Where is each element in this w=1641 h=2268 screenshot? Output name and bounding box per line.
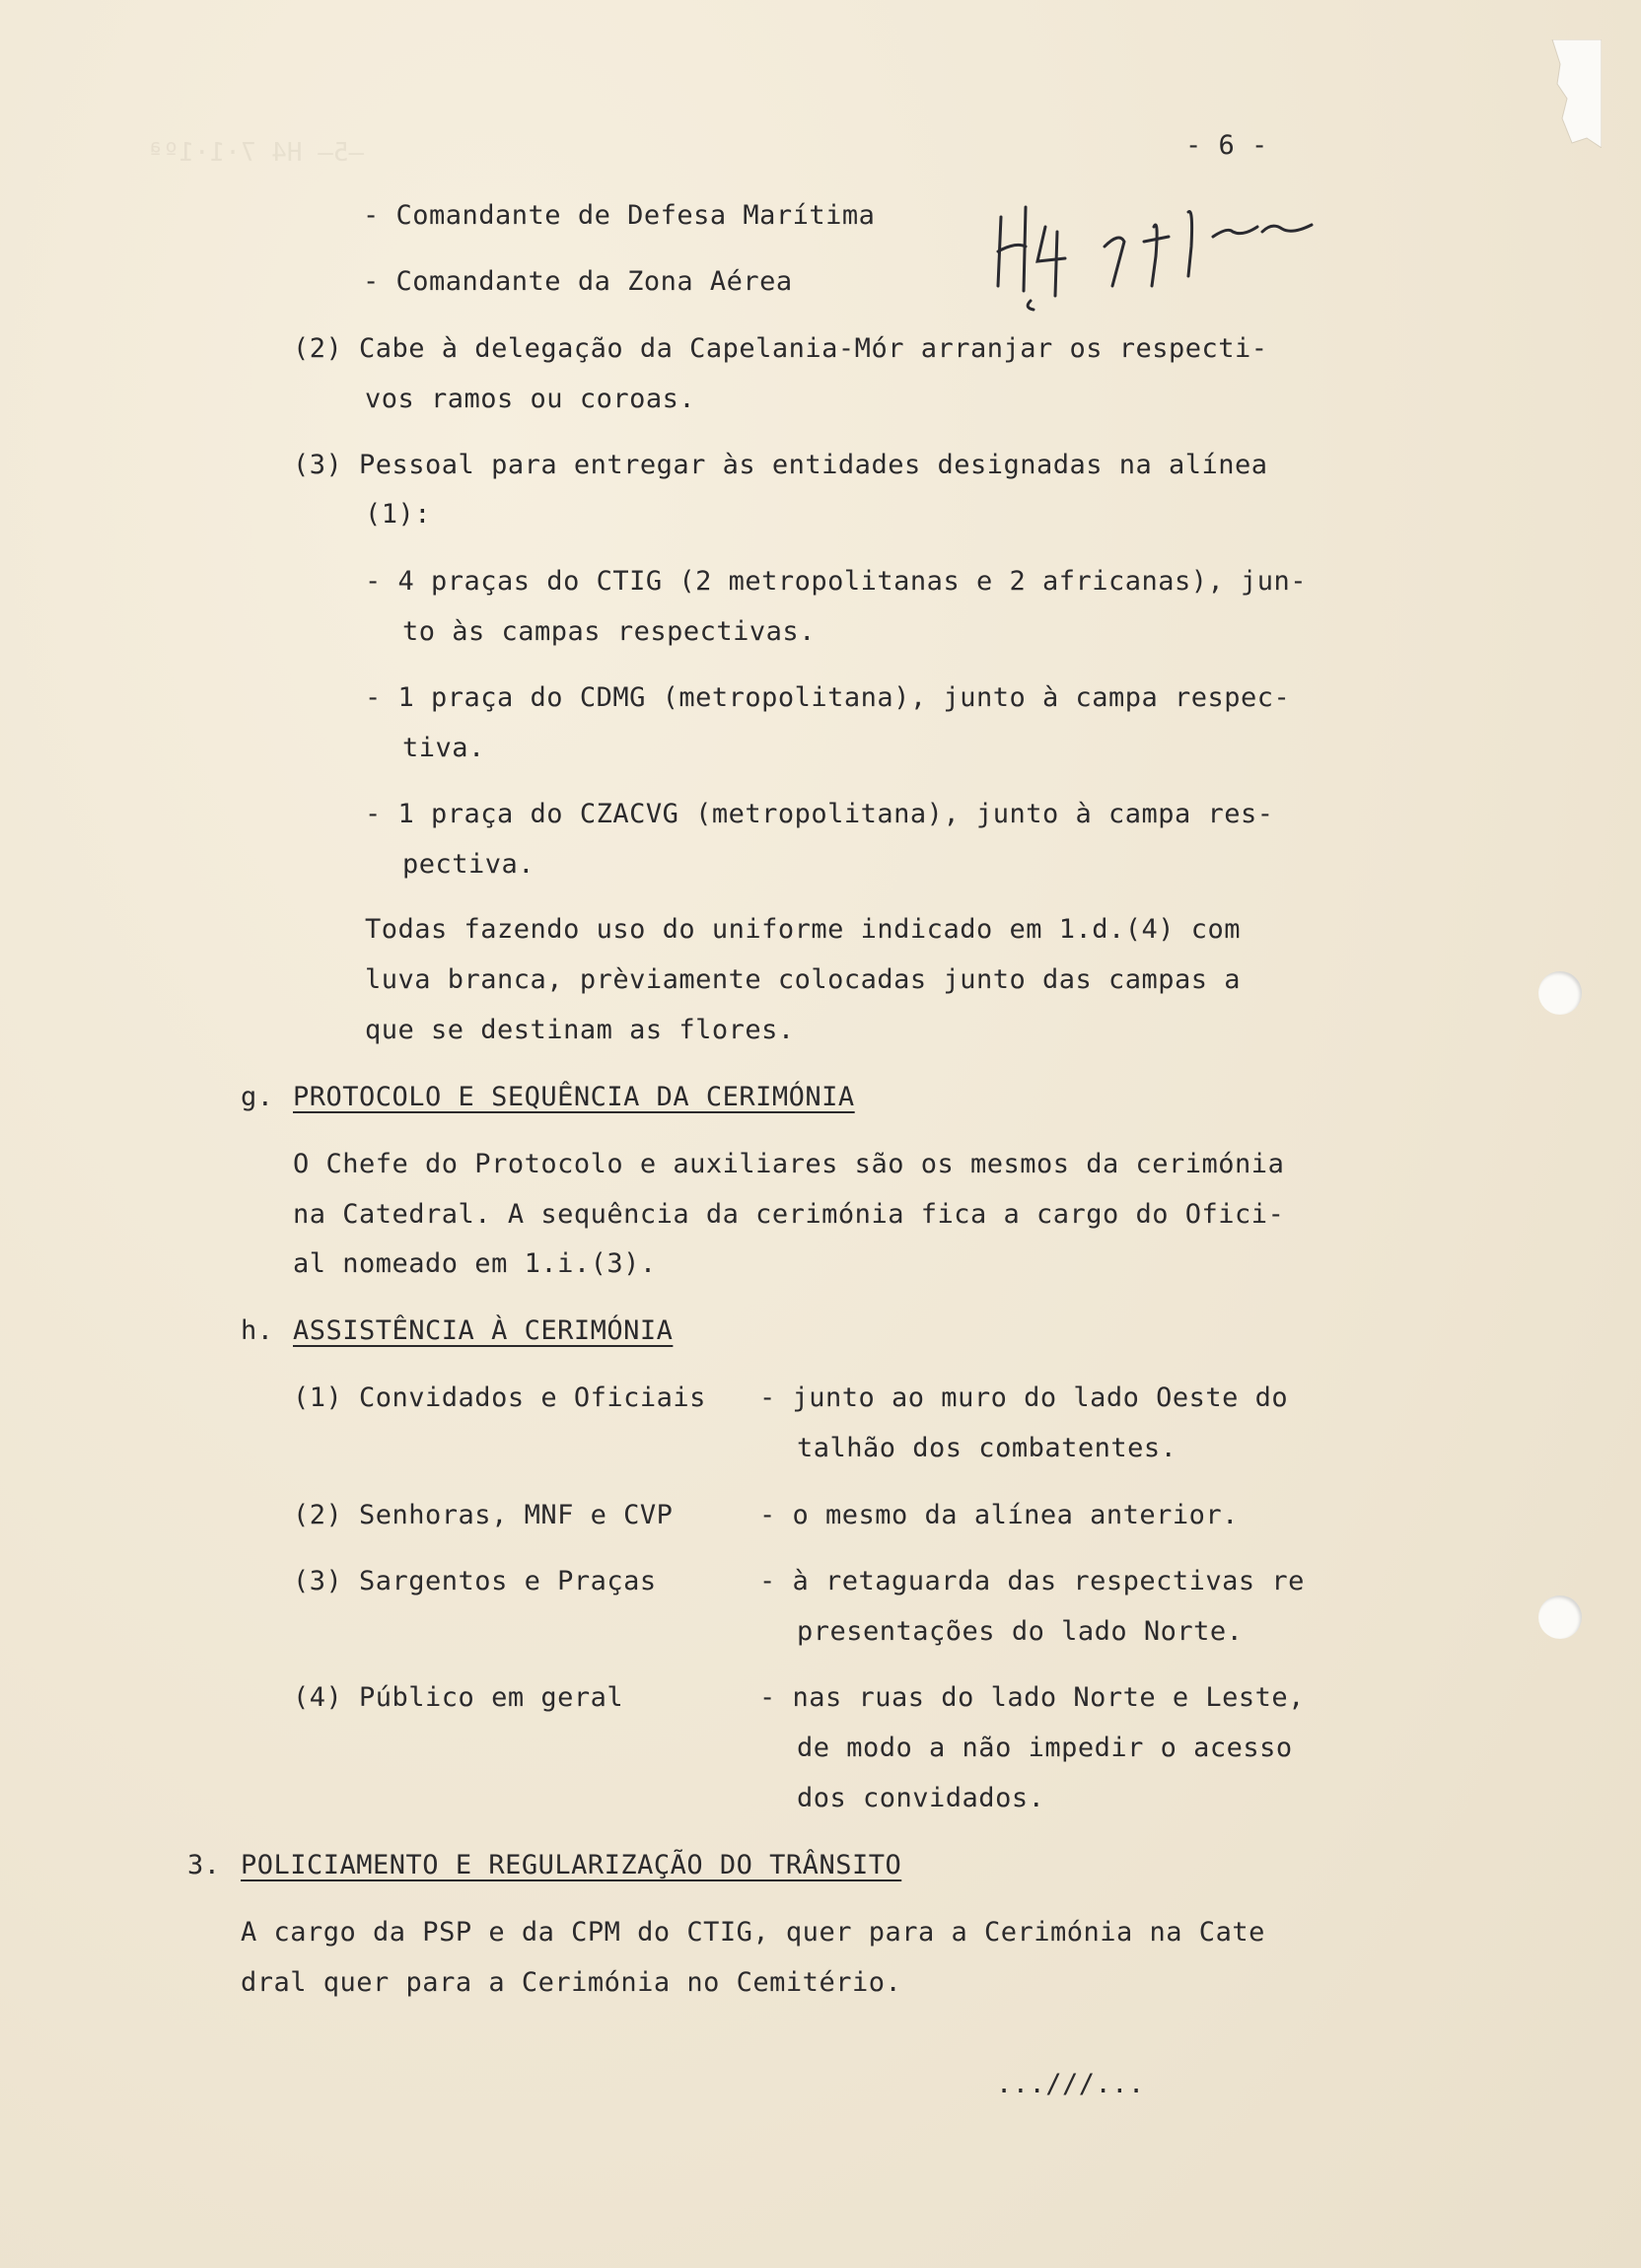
attendance-2-label: (2) Senhoras, MNF e CVP: [293, 1500, 674, 1530]
policing-paragraph-line2: dral quer para a Cerimónia no Cemitério.: [241, 1967, 902, 1998]
handwritten-initials: [986, 187, 1351, 335]
paragraph-2-line2: vos ramos ou coroas.: [365, 384, 696, 414]
bullet-czacvg-line1: - 1 praça do CZACVG (metropolitana), junto à campa res-: [365, 799, 1274, 829]
paragraph-3-line2: (1):: [365, 499, 432, 530]
attendance-4-location-line2: de modo a não impedir o acesso: [797, 1733, 1293, 1763]
section-h-heading: ASSISTÊNCIA À CERIMÓNIA: [293, 1315, 674, 1346]
attendance-4-label: (4) Público em geral: [293, 1682, 624, 1713]
bullet-ctig-line1: - 4 praças do CTIG (2 metropolitanas e 2 africanas), jun-: [365, 566, 1308, 597]
attendance-1-location-line2: talhão dos combatentes.: [797, 1433, 1177, 1463]
section-g-label: g.: [241, 1082, 274, 1112]
protocol-paragraph-line1: O Chefe do Protocolo e auxiliares são os mesmos da cerimónia: [293, 1149, 1285, 1179]
attendance-1-label: (1) Convidados e Oficiais: [293, 1382, 706, 1413]
uniform-paragraph-line1: Todas fazendo uso do uniforme indicado em 1.d.(4) com: [365, 914, 1242, 945]
torn-corner: [1533, 39, 1602, 148]
continuation-mark: ...///...: [996, 2069, 1145, 2099]
attendance-1-location-line1: - junto ao muro do lado Oeste do: [759, 1382, 1289, 1413]
bullet-ctig-line2: to às campas respectivas.: [402, 616, 816, 647]
paragraph-3-line1: (3) Pessoal para entregar às entidades designadas na alínea: [293, 450, 1268, 480]
bullet-czacvg-line2: pectiva.: [402, 849, 535, 880]
page-number: - 6 -: [1185, 130, 1268, 161]
section-g-heading: PROTOCOLO E SEQUÊNCIA DA CERIMÓNIA: [293, 1082, 855, 1112]
uniform-paragraph-line3: que se destinam as flores.: [365, 1015, 795, 1045]
protocol-paragraph-line3: al nomeado em 1.i.(3).: [293, 1248, 657, 1279]
section-3-heading: POLICIAMENTO E REGULARIZAÇÃO DO TRÂNSITO: [241, 1850, 902, 1880]
bullet-cdmg-line1: - 1 praça do CDMG (metropolitana), junto à campa respec-: [365, 682, 1291, 713]
bleed-through: —5— H4 7·1·1ºª: [148, 138, 365, 168]
bullet-cdmg-line2: tiva.: [402, 733, 485, 763]
section-h-label: h.: [241, 1315, 274, 1346]
attendance-2-location: - o mesmo da alínea anterior.: [759, 1500, 1239, 1530]
uniform-paragraph-line2: luva branca, prèviamente colocadas junto das campas a: [365, 964, 1242, 995]
list-item-comandante-defesa: - Comandante de Defesa Marítima: [363, 200, 876, 231]
protocol-paragraph-line2: na Catedral. A sequência da cerimónia fica a cargo do Ofici-: [293, 1199, 1285, 1230]
policing-paragraph-line1: A cargo da PSP e da CPM do CTIG, quer para a Cerimónia na Cate: [241, 1917, 1265, 1948]
paragraph-2-line1: (2) Cabe à delegação da Capelania-Mór arranjar os respecti-: [293, 333, 1268, 364]
attendance-3-location-line1: - à retaguarda das respectivas re: [759, 1566, 1305, 1596]
attendance-4-location-line1: - nas ruas do lado Norte e Leste,: [759, 1682, 1305, 1713]
punch-hole-top: [1538, 971, 1582, 1015]
attendance-4-location-line3: dos convidados.: [797, 1783, 1045, 1813]
attendance-3-location-line2: presentações do lado Norte.: [797, 1616, 1244, 1647]
attendance-3-label: (3) Sargentos e Praças: [293, 1566, 657, 1596]
list-item-comandante-zona: - Comandante da Zona Aérea: [363, 266, 793, 297]
section-3-label: 3.: [187, 1850, 221, 1880]
punch-hole-bottom: [1538, 1595, 1582, 1639]
